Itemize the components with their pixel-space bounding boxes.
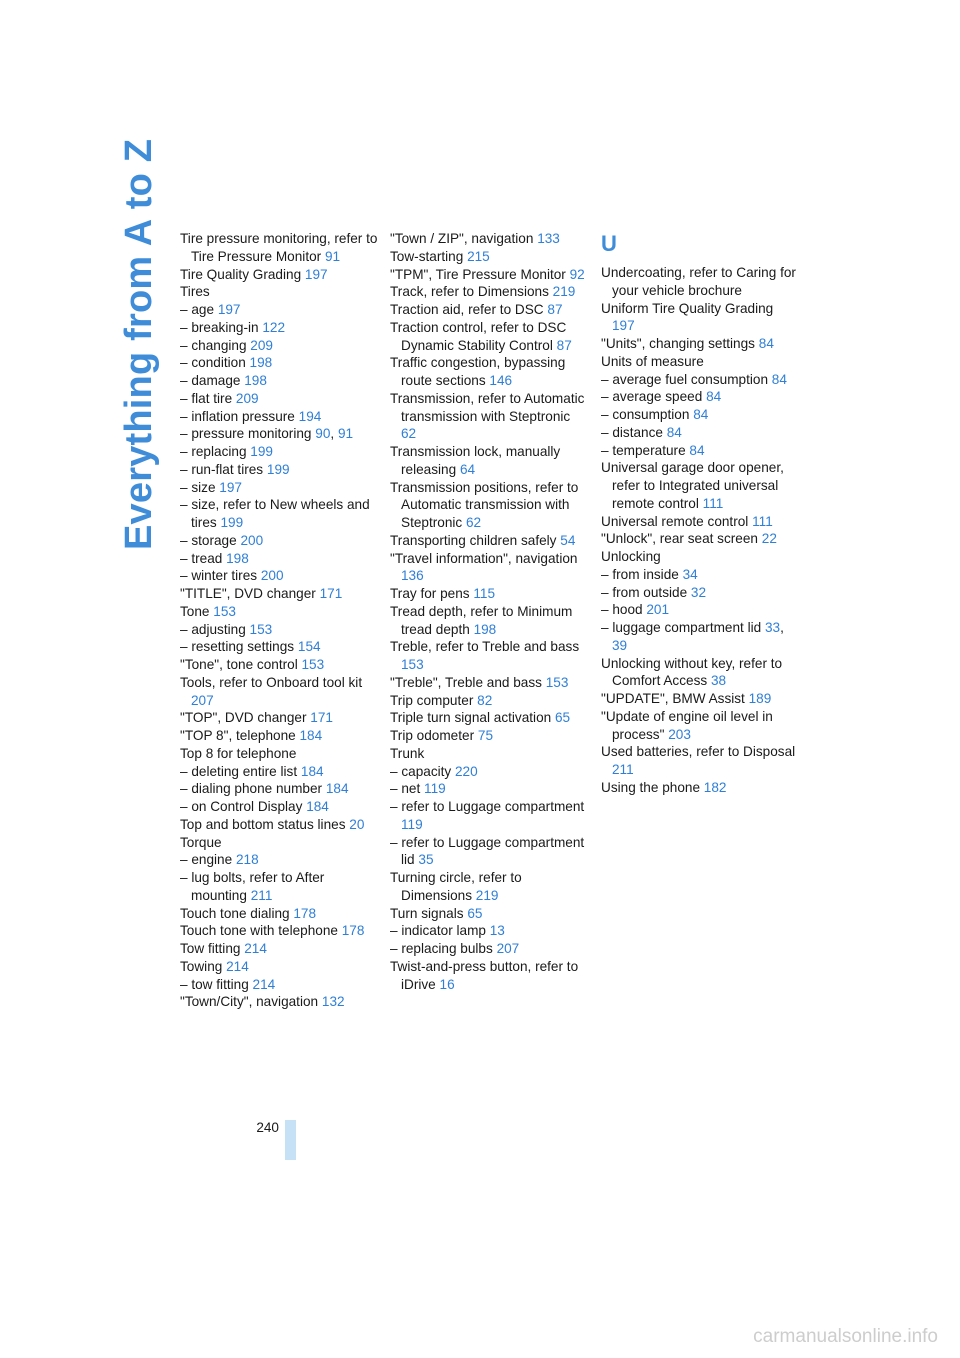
index-entry-text: – deleting entire list xyxy=(180,763,298,779)
page-reference-link[interactable]: 111 xyxy=(752,513,773,529)
index-entry-text: – refer to Luggage compartment lid xyxy=(390,834,585,868)
page-reference-link[interactable]: 198 xyxy=(249,355,273,371)
index-entry-text: – tread xyxy=(180,550,223,566)
index-entry xyxy=(601,335,797,353)
page-reference-link[interactable]: 146 xyxy=(489,373,513,388)
index-entry xyxy=(180,834,380,852)
page-reference-link[interactable]: 214 xyxy=(244,941,267,956)
index-entry xyxy=(601,459,797,512)
index-entry xyxy=(180,763,380,781)
index-entry-text: – indicator lamp xyxy=(390,923,486,939)
index-entry xyxy=(601,743,797,779)
page-reference-link[interactable]: 91 xyxy=(337,426,354,442)
index-entry xyxy=(390,780,586,798)
page-reference-link[interactable]: 84 xyxy=(689,442,705,458)
page-reference-link[interactable]: 115 xyxy=(473,586,496,601)
page-number-bar xyxy=(285,1120,296,1160)
index-entry xyxy=(180,922,380,940)
page-reference-link[interactable]: 84 xyxy=(771,371,787,387)
page-reference-link[interactable]: 13 xyxy=(489,923,505,939)
index-entry xyxy=(180,443,380,461)
page-reference-link[interactable]: 32 xyxy=(690,584,707,600)
page-reference-link[interactable]: 153 xyxy=(213,603,236,619)
index-entry-text: – lug bolts, refer to After mounting xyxy=(180,870,325,903)
index-entry xyxy=(601,779,797,797)
index-entry-text: Traffic congestion, bypassing route sections xyxy=(390,355,566,388)
page-reference-link[interactable]: 54 xyxy=(560,532,576,548)
index-entry-text: "TOP 8", telephone xyxy=(180,728,296,743)
index-entry xyxy=(601,584,797,602)
page-reference-link[interactable]: 91 xyxy=(324,248,341,264)
index-entry-text: – adjusting xyxy=(180,621,246,637)
index-entry-text: Tone xyxy=(180,603,210,619)
index-entry xyxy=(180,656,380,674)
watermark-text: carmanualsonline.info xyxy=(753,1326,938,1347)
page-reference-link[interactable]: 214 xyxy=(226,958,249,974)
index-entry-text: "Unlock", rear seat screen xyxy=(601,531,758,547)
page-reference-link[interactable]: 132 xyxy=(321,994,345,1010)
index-entry xyxy=(180,283,380,301)
page-reference-link[interactable]: 218 xyxy=(235,852,259,868)
page-reference-link[interactable]: 33 xyxy=(764,620,781,635)
index-entry-text: Universal garage door opener, refer to Integrated universal remote control xyxy=(601,460,784,511)
index-entry-text: Traction control, refer to DSC Dynamic Stability Control xyxy=(390,319,567,353)
page-reference-link[interactable]: 220 xyxy=(455,763,478,779)
index-entry xyxy=(180,585,380,603)
index-entry-text: Tires xyxy=(180,284,210,300)
index-entry xyxy=(601,406,797,424)
index-entry-text: – flat tire xyxy=(180,390,233,406)
index-entry xyxy=(180,851,380,869)
page-reference-link[interactable]: 65 xyxy=(467,905,483,921)
index-entry-text: – distance xyxy=(601,424,663,440)
page-reference-link[interactable]: 197 xyxy=(219,479,242,495)
index-entry-text: Top and bottom status lines xyxy=(180,816,346,832)
index-entry xyxy=(601,601,797,619)
page-reference-link[interactable]: 194 xyxy=(298,408,322,424)
page-reference-link[interactable]: 90 xyxy=(315,426,331,442)
index-entry-text: – capacity xyxy=(390,763,452,779)
index-entry-text: – average speed xyxy=(601,389,703,405)
index-entry-text: – from inside xyxy=(601,566,679,582)
index-entry-text: Touch tone with telephone xyxy=(180,923,338,939)
page-reference-link[interactable]: 189 xyxy=(748,691,772,706)
index-entry-text: Transmission, refer to Automatic transmission with Steptronic xyxy=(390,390,585,424)
page-reference-link[interactable]: 199 xyxy=(266,461,290,477)
index-entry-text: – damage xyxy=(180,373,241,388)
index-entry-text: "Town / ZIP", navigation xyxy=(390,231,534,246)
page-reference-link[interactable]: 219 xyxy=(552,284,576,300)
index-entry xyxy=(390,869,586,905)
index-entry-text: – winter tires xyxy=(180,568,258,584)
page-reference-link[interactable]: 92 xyxy=(569,266,585,282)
page-reference-link[interactable]: 22 xyxy=(761,531,777,547)
index-entry xyxy=(180,638,380,656)
index-entry xyxy=(601,300,797,336)
page-reference-link[interactable]: 62 xyxy=(401,426,417,442)
index-entry xyxy=(390,319,586,355)
index-entry xyxy=(390,834,586,870)
index-entry xyxy=(601,513,797,531)
index-entry-text: Triple turn signal activation xyxy=(390,710,552,726)
index-entry-text: Traction aid, refer to DSC xyxy=(390,302,544,317)
index-entry-text: Touch tone dialing xyxy=(180,905,290,921)
page-reference-link[interactable]: 184 xyxy=(299,728,323,743)
index-entry xyxy=(601,371,797,389)
index-entry-text: – hood xyxy=(601,602,643,618)
index-entry xyxy=(390,443,586,479)
page-reference-link[interactable]: 200 xyxy=(240,532,264,548)
page-reference-link[interactable]: 197 xyxy=(612,318,635,334)
index-entry-text: – condition xyxy=(180,355,246,371)
index-entry xyxy=(180,567,380,585)
index-entry xyxy=(390,709,586,727)
index-entry xyxy=(180,958,380,976)
page-reference-link[interactable]: 34 xyxy=(682,566,698,582)
index-entry xyxy=(180,408,380,426)
page-reference-link[interactable]: 16 xyxy=(439,976,455,992)
index-entry xyxy=(180,532,380,550)
page-reference-link[interactable]: 35 xyxy=(418,852,434,868)
index-entry xyxy=(390,479,586,532)
index-entry xyxy=(390,958,586,994)
index-entry: – luggage compartment lid 33, 39 xyxy=(601,620,784,653)
index-entry xyxy=(390,266,586,284)
index-entry xyxy=(390,230,586,248)
page-reference-link[interactable]: 20 xyxy=(349,816,365,832)
index-entry xyxy=(180,301,380,319)
index-entry xyxy=(180,266,380,284)
index-entry xyxy=(390,638,586,674)
index-entry-text: Tire Quality Grading xyxy=(180,266,302,282)
index-entry-text: Transmission positions, refer to Automatic transmission with Steptronic xyxy=(390,479,579,530)
index-entry xyxy=(180,976,380,994)
index-entry xyxy=(390,727,586,745)
page-number: 240 xyxy=(256,1120,279,1135)
side-section-title: Everything from A to Z xyxy=(118,138,160,550)
index-entry xyxy=(180,905,380,923)
page-reference-link[interactable]: 84 xyxy=(666,424,682,440)
index-entry-text: "Town/City", navigation xyxy=(180,994,319,1010)
index-entry xyxy=(180,674,380,710)
index-entry-text: "TITLE", DVD changer xyxy=(180,586,316,601)
page-reference-link[interactable]: 209 xyxy=(235,390,259,406)
index-entry-text: – size, refer to New wheels and tires xyxy=(180,497,370,530)
page-reference-link[interactable]: 38 xyxy=(710,673,727,689)
index-entry xyxy=(180,319,380,337)
index-entry-text: Treble, refer to Treble and bass xyxy=(390,639,580,655)
page-reference-link[interactable]: 154 xyxy=(297,639,321,655)
index-entry xyxy=(601,424,797,442)
section-letter-heading: U xyxy=(601,231,617,256)
index-entry xyxy=(390,692,586,710)
page-reference-link[interactable]: 184 xyxy=(325,781,349,797)
index-entry xyxy=(180,780,380,798)
page-reference-link[interactable]: 178 xyxy=(341,923,365,939)
index-entry xyxy=(390,248,586,266)
page-reference-link[interactable]: 82 xyxy=(477,692,493,708)
index-entry xyxy=(390,532,586,550)
index-entry-text: – refer to Luggage compartment xyxy=(390,799,585,814)
page-reference-link[interactable]: 122 xyxy=(262,319,286,335)
index-entry xyxy=(601,353,797,371)
index-entry-text: Trip odometer xyxy=(390,728,475,743)
index-entry-text: – resetting settings xyxy=(180,639,295,655)
index-entry-text: Universal remote control xyxy=(601,513,749,529)
index-entry-text: – net xyxy=(390,781,421,797)
index-entry-text: – consumption xyxy=(601,407,690,422)
index-entry-text: – temperature xyxy=(601,442,686,458)
index-entry-text: – run-flat tires xyxy=(180,461,264,477)
page-reference-link[interactable]: 84 xyxy=(706,389,722,405)
page-reference-link[interactable]: 201 xyxy=(646,602,670,618)
index-entry-text: Using the phone xyxy=(601,779,701,795)
page-reference-link[interactable]: 153 xyxy=(545,674,569,690)
page-reference-link[interactable]: 171 xyxy=(310,710,333,726)
index-entry-text: Tow-starting xyxy=(390,248,464,264)
page-reference-link[interactable]: 153 xyxy=(249,621,273,637)
index-entry-text: "Update of engine oil level in process" xyxy=(601,708,773,742)
page-reference-link[interactable]: 62 xyxy=(466,515,482,530)
index-entry xyxy=(180,993,380,1011)
page-reference-link[interactable]: 84 xyxy=(758,336,774,351)
page-reference-link[interactable]: 119 xyxy=(401,816,423,832)
index-entry-text: Trunk xyxy=(390,745,425,761)
index-entry-text: Uniform Tire Quality Grading xyxy=(601,300,774,316)
page-reference-link[interactable]: 87 xyxy=(547,302,563,317)
index-entry xyxy=(180,550,380,568)
page-reference-link[interactable]: 39 xyxy=(612,637,628,653)
index-entry xyxy=(180,940,380,958)
index-entry xyxy=(601,708,797,744)
index-entry-text: Tray for pens xyxy=(390,586,470,601)
index-entry-text: "TPM", Tire Pressure Monitor xyxy=(390,266,566,282)
index-entry xyxy=(180,709,380,727)
page-reference-link[interactable]: 211 xyxy=(612,762,634,777)
page-reference-link[interactable]: 178 xyxy=(293,905,317,921)
index-entry-text: Tools, refer to Onboard tool kit xyxy=(180,674,363,690)
index-entry-text: "Treble", Treble and bass xyxy=(390,674,542,690)
index-entry-text: – age xyxy=(180,302,215,317)
page-reference-link[interactable]: 207 xyxy=(496,941,520,956)
index-entry xyxy=(180,816,380,834)
page-reference-link[interactable]: 111 xyxy=(702,495,724,511)
index-entry-text: – replacing xyxy=(180,444,247,459)
index-entry xyxy=(390,798,586,834)
index-entry xyxy=(390,905,586,923)
index-entry xyxy=(601,530,797,548)
page-reference-link[interactable]: 198 xyxy=(473,621,497,637)
index-entry-text: – tow fitting xyxy=(180,976,249,992)
index-entry-text: Units of measure xyxy=(601,353,704,369)
index-entry-text: "Tone", tone control xyxy=(180,657,298,672)
index-entry xyxy=(601,566,797,584)
index-column-1 xyxy=(180,230,380,1011)
index-entry-text: Top 8 for telephone xyxy=(180,745,297,761)
index-entry xyxy=(180,496,380,532)
index-entry-text: Unlocking without key, refer to Comfort Access xyxy=(601,655,783,689)
page-reference-link[interactable]: 203 xyxy=(668,726,691,742)
index-entry xyxy=(180,372,380,390)
index-entry xyxy=(601,655,797,691)
page-reference-link[interactable]: 199 xyxy=(250,444,273,459)
page-reference-link[interactable]: 215 xyxy=(467,248,490,264)
index-entry-text: Undercoating, refer to Caring for your vehicle brochure xyxy=(601,265,796,298)
index-entry-text: Turning circle, refer to Dimensions xyxy=(390,870,522,903)
index-entry xyxy=(390,603,586,639)
index-column-2 xyxy=(390,230,586,993)
page-reference-link[interactable]: 64 xyxy=(459,461,476,477)
index-entry xyxy=(390,301,586,319)
index-entry-text: Transmission lock, manually releasing xyxy=(390,444,561,477)
index-entry-text: Tread depth, refer to Minimum tread depth xyxy=(390,603,573,637)
index-entry xyxy=(390,283,586,301)
index-entry-text: Unlocking xyxy=(601,549,661,564)
page-reference-link[interactable]: 200 xyxy=(260,568,284,584)
index-entry xyxy=(390,390,586,443)
page-reference-link[interactable]: 153 xyxy=(401,657,424,672)
page-reference-link[interactable]: 171 xyxy=(319,586,343,601)
index-entry-text: Towing xyxy=(180,958,223,974)
index-column-3 xyxy=(601,230,797,797)
page-reference-link[interactable]: 209 xyxy=(250,337,273,353)
index-entry xyxy=(390,922,586,940)
index-entry-text: Trip computer xyxy=(390,692,474,708)
index-entry-text: – inflation pressure xyxy=(180,408,295,424)
index-entry xyxy=(601,442,797,460)
index-entry-text: Track, refer to Dimensions xyxy=(390,284,549,300)
page-reference-link[interactable]: 119 xyxy=(424,781,446,797)
page-reference-link[interactable]: 219 xyxy=(475,887,499,903)
index-entry-text: – engine xyxy=(180,852,233,868)
index-entry-text: – luggage compartment lid xyxy=(601,620,762,635)
index-entry-text: – pressure monitoring xyxy=(180,426,312,442)
index-entry xyxy=(180,869,380,905)
index-entry xyxy=(390,763,586,781)
index-entry-text: Tow fitting xyxy=(180,941,241,956)
index-entry xyxy=(390,674,586,692)
index-entry xyxy=(601,548,797,566)
index-entry-text: Used batteries, refer to Disposal xyxy=(601,744,796,760)
index-entry-text: Turn signals xyxy=(390,905,464,921)
index-entry-text: "Travel information", navigation xyxy=(390,550,578,566)
page-reference-link[interactable]: 84 xyxy=(693,407,709,422)
index-entry xyxy=(601,388,797,406)
index-entry-text: "Units", changing settings xyxy=(601,336,755,351)
index-entry-text: – average fuel consumption xyxy=(601,371,769,387)
page-reference-link[interactable]: 197 xyxy=(304,266,328,282)
index-entry xyxy=(180,230,380,266)
index-entry-text: "UPDATE", BMW Assist xyxy=(601,691,745,706)
page-reference-link[interactable]: 197 xyxy=(217,302,241,317)
page-reference-link[interactable]: 87 xyxy=(556,337,572,353)
index-entry-text: – replacing bulbs xyxy=(390,941,493,956)
page-reference-link[interactable]: 214 xyxy=(252,976,276,992)
index-entry-text: – changing xyxy=(180,337,247,353)
page-reference-link[interactable]: 184 xyxy=(306,799,329,814)
index-entry xyxy=(180,390,380,408)
index-entry xyxy=(180,354,380,372)
page-reference-link[interactable]: 184 xyxy=(300,763,324,779)
index-entry xyxy=(180,337,380,355)
index-entry-text: – from outside xyxy=(601,584,688,600)
index-entry-text: Tire pressure monitoring, refer to Tire Pressure Monitor xyxy=(180,231,378,264)
index-entry xyxy=(180,479,380,497)
index-entry xyxy=(390,585,586,603)
index-entry xyxy=(180,745,380,763)
page-reference-link[interactable]: 75 xyxy=(477,728,494,743)
page-reference-link[interactable]: 207 xyxy=(191,692,214,708)
index-entry-text: Torque xyxy=(180,834,222,850)
index-entry xyxy=(180,727,380,745)
index-entry xyxy=(601,690,797,708)
page-reference-link[interactable]: 133 xyxy=(537,231,560,246)
page-reference-link[interactable]: 199 xyxy=(220,515,244,530)
index-entry-text: – dialing phone number xyxy=(180,781,323,797)
index-entry xyxy=(180,798,380,816)
index-entry-text: – storage xyxy=(180,532,237,548)
index-entry-text: – on Control Display xyxy=(180,799,303,814)
index-entry xyxy=(390,550,586,586)
index-entry xyxy=(180,603,380,621)
index-entry xyxy=(390,940,586,958)
index-entry-text: – size xyxy=(180,479,216,495)
index-entry xyxy=(601,264,797,300)
page-reference-link[interactable]: 153 xyxy=(301,657,325,672)
index-entry-text: – breaking-in xyxy=(180,319,259,335)
index-entry xyxy=(180,461,380,479)
page-reference-link[interactable]: 65 xyxy=(554,710,571,726)
page-reference-link[interactable]: 182 xyxy=(703,779,727,795)
index-entry-text: "TOP", DVD changer xyxy=(180,710,307,726)
index-entry xyxy=(390,354,586,390)
index-entry xyxy=(390,745,586,763)
page-reference-link[interactable]: 211 xyxy=(250,887,273,903)
index-entry xyxy=(180,621,380,639)
page-reference-link[interactable]: 198 xyxy=(244,373,267,388)
index-entry-text: Twist-and-press button, refer to iDrive xyxy=(390,958,579,992)
page-reference-link[interactable]: 136 xyxy=(401,568,424,584)
page-reference-link[interactable]: 198 xyxy=(226,550,249,566)
index-entry-text: Transporting children safely xyxy=(390,532,557,548)
index-entry: – pressure monitoring 90, 91 xyxy=(180,426,354,442)
